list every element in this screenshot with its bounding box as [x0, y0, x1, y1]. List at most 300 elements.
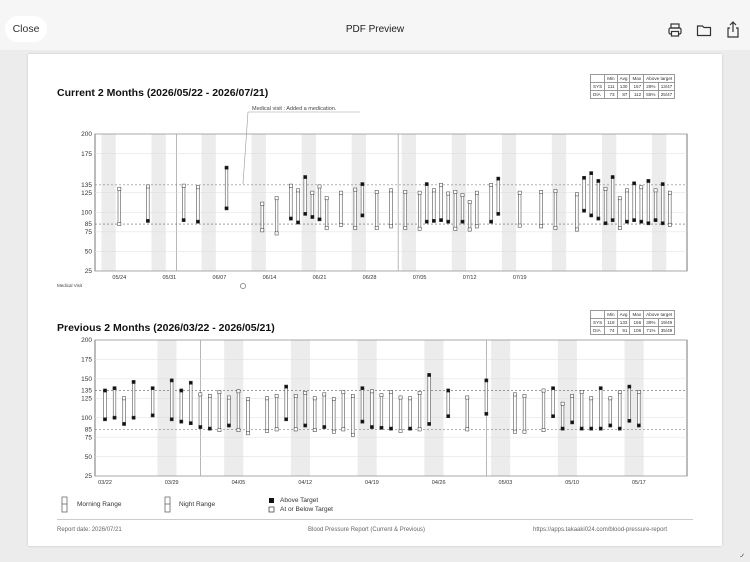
- bp-range-bar: [325, 198, 328, 228]
- systolic-marker: [361, 183, 364, 186]
- bp-range-bar: [354, 190, 357, 228]
- diastolic-marker: [294, 428, 297, 431]
- bp-range-bar: [304, 177, 307, 214]
- bp-range-bar: [266, 398, 269, 431]
- below-target-legend-icon: [268, 506, 276, 514]
- top-toolbar: [0, 0, 750, 50]
- bp-range-bar: [561, 404, 564, 429]
- systolic-marker: [313, 397, 316, 400]
- bp-range-bar: [518, 193, 521, 226]
- diastolic-marker: [542, 429, 545, 432]
- diastolic-marker: [265, 429, 268, 432]
- systolic-marker: [389, 189, 392, 192]
- bp-range-bar: [554, 191, 557, 228]
- diastolic-marker: [146, 219, 149, 222]
- bp-range-bar: [626, 190, 629, 221]
- x-tick-label: 04/05: [231, 480, 246, 486]
- bp-range-bar: [628, 387, 631, 421]
- diastolic-marker: [571, 421, 574, 424]
- diastolic-marker: [113, 416, 116, 419]
- bp-range-bar: [294, 396, 297, 429]
- bp-range-bar: [590, 173, 593, 215]
- bp-range-bar: [640, 187, 643, 221]
- annotation-text: Medical visit : Added a medication.: [252, 106, 337, 112]
- diastolic-marker: [466, 428, 469, 431]
- systolic-marker: [475, 191, 478, 194]
- bp-range-bar: [285, 387, 288, 420]
- systolic-marker: [551, 387, 554, 390]
- x-tick-label: 05/24: [112, 275, 127, 281]
- systolic-marker: [628, 385, 631, 388]
- systolic-marker: [132, 380, 135, 383]
- diastolic-marker: [575, 228, 578, 231]
- bp-range-bar: [468, 202, 471, 229]
- diastolic-marker: [399, 429, 402, 432]
- diastolic-marker: [597, 217, 600, 220]
- print-icon[interactable]: [665, 20, 685, 40]
- diastolic-marker: [439, 219, 442, 222]
- systolic-marker: [304, 391, 307, 394]
- systolic-marker: [208, 394, 211, 397]
- diastolic-marker: [540, 225, 543, 228]
- systolic-marker: [354, 188, 357, 191]
- systolic-marker: [151, 387, 154, 390]
- diastolic-marker: [580, 427, 583, 430]
- legend-morning: Morning Range: [77, 501, 122, 508]
- x-tick-label: 05/03: [498, 480, 513, 486]
- x-tick-label: 04/19: [365, 480, 379, 486]
- current-section-title: Current 2 Months (2026/05/22 - 2026/07/21): [57, 87, 269, 99]
- systolic-marker: [370, 390, 373, 393]
- x-tick-label: 04/12: [298, 480, 313, 486]
- report-date: Report date: 2026/07/21: [57, 527, 122, 533]
- systolic-marker: [590, 397, 593, 400]
- above-target-legend-icon: [268, 497, 276, 505]
- diastolic-marker: [370, 425, 373, 428]
- y-tick-label: 175: [81, 356, 92, 364]
- y-tick-label: 200: [81, 337, 92, 345]
- bp-range-bar: [147, 186, 150, 220]
- diastolic-marker: [339, 223, 342, 226]
- diastolic-marker: [103, 418, 106, 421]
- systolic-marker: [468, 201, 471, 204]
- x-tick-label: 07/05: [412, 275, 427, 281]
- systolic-marker: [599, 387, 602, 390]
- diastolic-marker: [218, 429, 221, 432]
- systolic-marker: [351, 394, 354, 397]
- diastolic-marker: [325, 226, 328, 229]
- medical-visit-label: Medical Visit: [57, 283, 83, 288]
- systolic-marker: [439, 183, 442, 186]
- y-tick-label: 75: [84, 229, 92, 237]
- bp-range-bar: [523, 396, 526, 432]
- diastolic-marker: [554, 226, 557, 229]
- weekend-band: [491, 340, 510, 476]
- diastolic-marker: [261, 229, 264, 232]
- x-tick-label: 07/12: [462, 275, 477, 281]
- weekend-band: [558, 340, 577, 476]
- systolic-marker: [485, 379, 488, 382]
- systolic-marker: [604, 187, 607, 190]
- systolic-marker: [246, 397, 249, 400]
- bp-range-bar: [275, 396, 278, 429]
- systolic-marker: [325, 197, 328, 200]
- diastolic-marker: [609, 424, 612, 427]
- diastolic-marker: [118, 222, 121, 225]
- x-tick-label: 05/10: [565, 480, 580, 486]
- y-tick-label: 125: [81, 395, 92, 403]
- systolic-marker: [575, 193, 578, 196]
- diastolic-marker: [354, 226, 357, 229]
- share-icon[interactable]: [723, 20, 743, 40]
- bp-range-bar: [440, 185, 443, 220]
- bp-range-bar: [619, 198, 622, 228]
- resize-handle-icon: ◞: [740, 548, 744, 558]
- x-tick-label: 06/07: [212, 275, 227, 281]
- diastolic-marker: [351, 433, 354, 436]
- systolic-marker: [513, 393, 516, 396]
- diastolic-marker: [313, 429, 316, 432]
- x-tick-label: 05/17: [631, 480, 646, 486]
- systolic-marker: [454, 190, 457, 193]
- diastolic-marker: [375, 226, 378, 229]
- y-tick-label: 25: [84, 473, 92, 481]
- y-tick-label: 135: [81, 182, 92, 190]
- x-tick-label: 07/19: [512, 275, 527, 281]
- y-tick-label: 85: [84, 221, 92, 229]
- diastolic-marker: [633, 219, 636, 222]
- previous-chart: [0, 336, 750, 486]
- diastolic-marker: [628, 419, 631, 422]
- diastolic-marker: [304, 424, 307, 427]
- weekend-band: [358, 340, 377, 476]
- systolic-marker: [380, 394, 383, 397]
- diastolic-marker: [513, 430, 516, 433]
- weekend-band: [625, 340, 644, 476]
- x-tick-label: 04/26: [431, 480, 446, 486]
- systolic-marker: [647, 179, 650, 182]
- bp-range-bar: [323, 394, 326, 427]
- diastolic-marker: [404, 226, 407, 229]
- bp-range-bar: [418, 393, 421, 430]
- systolic-marker: [637, 390, 640, 393]
- diastolic-marker: [323, 425, 326, 428]
- diastolic-marker: [275, 428, 278, 431]
- bp-range-bar: [247, 399, 250, 433]
- systolic-marker: [296, 189, 299, 192]
- diastolic-marker: [425, 220, 428, 223]
- systolic-marker: [461, 193, 464, 196]
- bp-range-bar: [218, 392, 221, 430]
- bp-range-bar: [661, 184, 664, 223]
- diastolic-marker: [523, 430, 526, 433]
- systolic-marker: [389, 390, 392, 393]
- diastolic-marker: [490, 220, 493, 223]
- systolic-marker: [542, 389, 545, 392]
- bp-range-bar: [318, 186, 321, 219]
- systolic-marker: [261, 202, 264, 205]
- diastolic-marker: [311, 215, 314, 218]
- systolic-marker: [404, 190, 407, 193]
- bp-range-bar: [604, 189, 607, 223]
- bp-range-bar: [132, 382, 135, 418]
- diastolic-marker: [497, 212, 500, 215]
- diastolic-marker: [454, 227, 457, 230]
- x-tick-label: 03/29: [164, 480, 179, 486]
- window-title: PDF Preview: [345, 24, 405, 35]
- systolic-marker: [609, 397, 612, 400]
- diastolic-marker: [599, 427, 602, 430]
- y-tick-label: 135: [81, 387, 92, 395]
- systolic-marker: [361, 387, 364, 390]
- diastolic-marker: [342, 428, 345, 431]
- bp-range-bar: [304, 393, 307, 426]
- legend-night: Night Range: [179, 501, 216, 508]
- diastolic-marker: [246, 432, 249, 435]
- diastolic-marker: [618, 226, 621, 229]
- systolic-marker: [225, 166, 228, 169]
- bp-range-bar: [599, 388, 602, 428]
- systolic-marker: [342, 390, 345, 393]
- bp-range-bar: [118, 189, 121, 224]
- weekend-band: [202, 134, 216, 271]
- systolic-marker: [554, 190, 557, 193]
- previous-section-title: Previous 2 Months (2026/03/22 - 2026/05/21): [57, 322, 275, 334]
- bp-range-bar: [490, 185, 493, 222]
- systolic-marker: [339, 191, 342, 194]
- bp-range-bar: [404, 192, 407, 228]
- systolic-marker: [523, 394, 526, 397]
- systolic-marker: [318, 185, 321, 188]
- diastolic-marker: [275, 232, 278, 235]
- systolic-marker: [285, 385, 288, 388]
- bp-range-bar: [297, 190, 300, 222]
- diastolic-marker: [361, 214, 364, 217]
- systolic-marker: [625, 189, 628, 192]
- diastolic-marker: [647, 222, 650, 225]
- bp-range-bar: [390, 392, 393, 429]
- systolic-marker: [418, 191, 421, 194]
- diastolic-marker: [199, 425, 202, 428]
- systolic-marker: [582, 176, 585, 179]
- bp-range-bar: [190, 383, 193, 423]
- diastolic-marker: [151, 414, 154, 417]
- bp-range-bar: [597, 181, 600, 219]
- bp-range-bar: [311, 193, 314, 217]
- y-tick-label: 100: [81, 414, 92, 422]
- systolic-marker: [597, 179, 600, 182]
- bp-range-bar: [576, 194, 579, 229]
- bp-range-bar: [583, 178, 586, 211]
- diastolic-marker: [380, 426, 383, 429]
- bp-range-bar: [497, 179, 500, 214]
- weekend-band: [502, 134, 516, 271]
- weekend-band: [224, 340, 243, 476]
- systolic-marker: [618, 390, 621, 393]
- bp-range-bar: [418, 193, 421, 229]
- diastolic-marker: [237, 429, 240, 432]
- systolic-marker: [170, 379, 173, 382]
- diastolic-marker: [285, 418, 288, 421]
- bp-range-bar: [104, 391, 107, 420]
- diastolic-marker: [182, 219, 185, 222]
- y-tick-label: 85: [84, 426, 92, 434]
- systolic-marker: [218, 390, 221, 393]
- diastolic-marker: [640, 220, 643, 223]
- report-title: Blood Pressure Report (Current & Previous): [308, 527, 426, 533]
- systolic-marker: [294, 394, 297, 397]
- bp-range-bar: [313, 398, 316, 430]
- systolic-marker: [180, 389, 183, 392]
- systolic-marker: [227, 396, 230, 399]
- morning-range-legend-icon: [60, 496, 70, 514]
- systolic-marker: [375, 190, 378, 193]
- systolic-marker: [425, 183, 428, 186]
- close-button[interactable]: Close: [5, 16, 47, 42]
- bp-range-bar: [182, 186, 185, 220]
- diastolic-marker: [332, 430, 335, 433]
- systolic-marker: [428, 373, 431, 376]
- x-tick-label: 03/22: [98, 480, 112, 486]
- systolic-marker: [332, 397, 335, 400]
- bp-range-bar: [371, 391, 374, 427]
- diastolic-marker: [227, 424, 230, 427]
- folder-icon[interactable]: [694, 20, 714, 40]
- systolic-marker: [447, 389, 450, 392]
- bp-range-bar: [428, 375, 431, 424]
- bp-range-bar: [342, 392, 345, 429]
- y-tick-label: 200: [81, 131, 92, 139]
- diastolic-marker: [304, 212, 307, 215]
- bp-range-bar: [199, 394, 202, 427]
- bp-range-bar: [485, 380, 488, 413]
- diastolic-marker: [122, 422, 125, 425]
- bp-range-bar: [619, 392, 622, 429]
- bp-range-bar: [447, 391, 450, 417]
- legend-below: At or Below Target: [280, 506, 333, 513]
- bp-range-bar: [375, 192, 378, 228]
- current-chart: [0, 100, 750, 295]
- systolic-marker: [540, 190, 543, 193]
- diastolic-marker: [475, 225, 478, 228]
- systolic-marker: [265, 397, 268, 400]
- diastolic-marker: [389, 427, 392, 430]
- diastolic-marker: [561, 427, 564, 430]
- bp-range-bar: [466, 398, 469, 430]
- bp-range-bar: [638, 392, 641, 425]
- systolic-marker: [196, 186, 199, 189]
- diastolic-marker: [225, 207, 228, 210]
- diastolic-marker: [654, 219, 657, 222]
- systolic-marker: [654, 189, 657, 192]
- diastolic-marker: [661, 222, 664, 225]
- bp-range-bar: [390, 190, 393, 226]
- systolic-marker: [618, 197, 621, 200]
- diastolic-marker: [461, 220, 464, 223]
- diastolic-marker: [582, 209, 585, 212]
- diastolic-marker: [208, 427, 211, 430]
- bp-range-bar: [151, 388, 154, 415]
- diastolic-marker: [447, 220, 450, 223]
- systolic-marker: [237, 390, 240, 393]
- bp-range-bar: [290, 186, 293, 219]
- bp-range-bar: [209, 396, 212, 429]
- diastolic-marker: [625, 220, 628, 223]
- bp-range-bar: [609, 398, 612, 425]
- systolic-marker: [113, 387, 116, 390]
- diastolic-marker: [170, 418, 173, 421]
- y-tick-label: 75: [84, 434, 92, 442]
- systolic-marker: [182, 184, 185, 187]
- bp-range-bar: [611, 177, 614, 220]
- systolic-marker: [146, 185, 149, 188]
- diastolic-marker: [468, 228, 471, 231]
- systolic-marker: [408, 397, 411, 400]
- systolic-marker: [199, 393, 202, 396]
- weekend-band: [424, 340, 443, 476]
- diastolic-marker: [418, 227, 421, 230]
- report-url: https://apps.takaaki024.com/blood-pressure-report: [533, 527, 668, 533]
- systolic-marker: [640, 186, 643, 189]
- diastolic-marker: [618, 427, 621, 430]
- y-tick-label: 50: [84, 248, 92, 256]
- diastolic-marker: [590, 427, 593, 430]
- y-tick-label: 150: [81, 376, 92, 384]
- systolic-marker: [275, 394, 278, 397]
- bp-range-bar: [225, 168, 228, 209]
- diastolic-marker: [361, 420, 364, 423]
- bp-range-bar: [170, 380, 173, 419]
- legend-above: Above Target: [280, 497, 319, 504]
- bp-range-bar: [275, 198, 278, 233]
- systolic-marker: [633, 182, 636, 185]
- x-tick-label: 06/28: [362, 275, 377, 281]
- bp-range-bar: [571, 396, 574, 422]
- systolic-marker: [611, 175, 614, 178]
- bp-range-bar: [261, 204, 264, 231]
- bp-range-bar: [540, 192, 543, 226]
- y-tick-label: 125: [81, 189, 92, 197]
- bp-range-bar: [228, 398, 231, 426]
- bp-range-bar: [425, 184, 428, 222]
- diastolic-marker: [551, 415, 554, 418]
- bp-range-bar: [361, 388, 364, 421]
- previous-stats-table: Min Avg Max Above target SYS 118 133 156 39% 19/49 DIA 74 91 106 71% 35/49: [590, 310, 675, 335]
- x-tick-label: 05/31: [162, 275, 177, 281]
- systolic-marker: [399, 396, 402, 399]
- diastolic-marker: [289, 217, 292, 220]
- bp-range-bar: [123, 398, 126, 424]
- systolic-marker: [518, 191, 521, 194]
- diastolic-marker: [318, 218, 321, 221]
- systolic-marker: [447, 192, 450, 195]
- diastolic-marker: [296, 221, 299, 224]
- medical-visit-icon: [240, 283, 245, 288]
- y-tick-label: 50: [84, 453, 92, 461]
- systolic-marker: [668, 191, 671, 194]
- systolic-marker: [561, 402, 564, 405]
- systolic-marker: [497, 177, 500, 180]
- bp-range-bar: [454, 192, 457, 229]
- diastolic-marker: [637, 424, 640, 427]
- y-tick-label: 175: [81, 150, 92, 158]
- diastolic-marker: [428, 422, 431, 425]
- bp-range-bar: [633, 183, 636, 220]
- systolic-marker: [304, 175, 307, 178]
- weekend-band: [291, 340, 310, 476]
- bp-range-bar: [399, 398, 402, 431]
- diastolic-marker: [668, 223, 671, 226]
